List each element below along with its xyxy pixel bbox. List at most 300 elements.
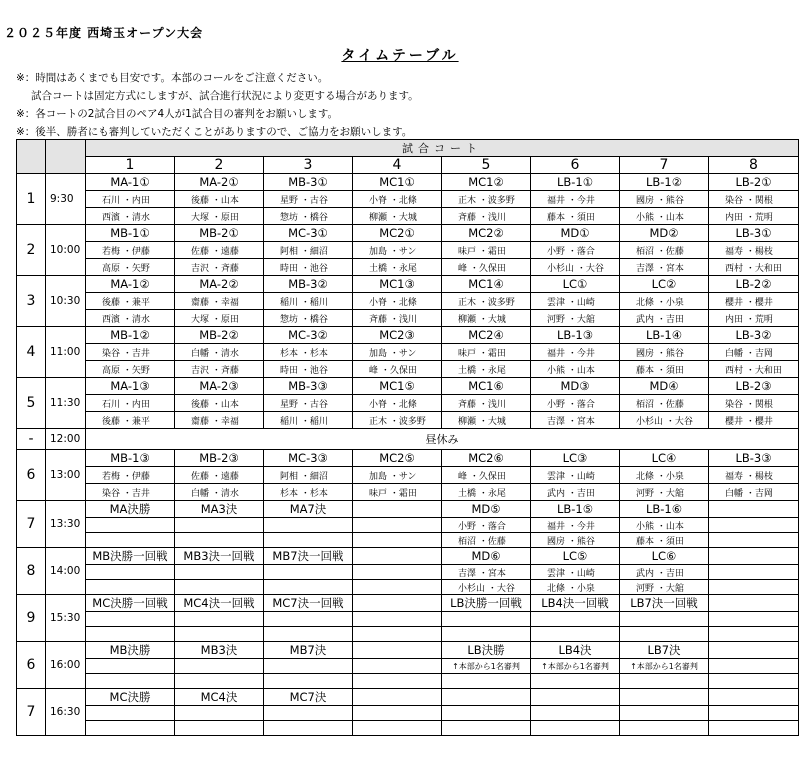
pair-b-cell: 小熊 ・山本 [531, 361, 620, 378]
match-cell: MD③ [531, 378, 620, 395]
match-cell: LB-3② [709, 327, 799, 344]
match-cell: LB-1② [620, 174, 709, 191]
pair-a-cell: 若梅 ・伊藤 [86, 467, 175, 484]
pair-b-cell [353, 674, 442, 689]
pair-b-cell: 杉本 ・杉本 [264, 484, 353, 501]
match-cell [620, 689, 709, 706]
match-cell: MB3決 [175, 642, 264, 659]
match-cell: MA-1② [86, 276, 175, 293]
match-cell [709, 595, 799, 612]
pair-a-cell: 後藤 ・山本 [175, 191, 264, 208]
match-cell: MA-2③ [175, 378, 264, 395]
pair-b-cell [264, 721, 353, 736]
pair-b-cell: 大塚 ・原田 [175, 208, 264, 225]
lunch-time: 12:00 [46, 429, 86, 450]
match-cell: MD④ [620, 378, 709, 395]
pair-a-cell: 國房 ・熊谷 [620, 191, 709, 208]
pair-b-cell [175, 533, 264, 548]
pair-b-cell: 西濱 ・清水 [86, 310, 175, 327]
pair-b-cell: 土橋 ・永尾 [442, 361, 531, 378]
pair-a-cell [620, 612, 709, 627]
pair-a-cell [175, 565, 264, 580]
event-title: ２０２５年度 西埼玉オープン大会 [4, 26, 204, 40]
pair-a-cell [353, 706, 442, 721]
round-time: 10:30 [46, 276, 86, 327]
pair-a-cell: 加島 ・サン [353, 467, 442, 484]
lunch-row [17, 429, 799, 450]
pair-a-cell [709, 659, 799, 674]
note-line: ※：時間はあくまでも目安です。本部のコールをご注意ください。 [16, 72, 329, 84]
page-title [0, 45, 800, 65]
match-cell: MB-1③ [86, 450, 175, 467]
pair-a-cell [86, 518, 175, 533]
match-cell: LB-1⑥ [620, 501, 709, 518]
match-cell: MB-2② [175, 327, 264, 344]
pair-b-cell: 内田 ・荒明 [709, 310, 799, 327]
pair-a-cell: 北條 ・小泉 [620, 293, 709, 310]
pair-row-a [17, 293, 799, 310]
match-cell: MD⑤ [442, 501, 531, 518]
pair-b-cell: 正木 ・波多野 [353, 412, 442, 429]
pair-b-cell: 藤本 ・須田 [620, 361, 709, 378]
court-header-7: 7 [620, 157, 709, 174]
pair-a-cell [442, 706, 531, 721]
note-line: ※：後半、勝者にも審判していただくことがありますので、ご協力をお願いします。 [16, 126, 413, 138]
pair-a-cell [353, 612, 442, 627]
match-cell: LB4決 [531, 642, 620, 659]
round-time: 11:00 [46, 327, 86, 378]
pair-b-cell: 栢沼 ・佐藤 [442, 533, 531, 548]
pair-b-cell [442, 627, 531, 642]
pair-a-cell: 福井 ・今井 [531, 518, 620, 533]
match-cell: MB3決一回戦 [175, 548, 264, 565]
pair-b-cell [353, 721, 442, 736]
timetable-body [17, 140, 799, 736]
round-row [17, 225, 799, 242]
pair-row-b [17, 412, 799, 429]
match-cell: MA7決 [264, 501, 353, 518]
pair-a-cell: 阿相 ・細沼 [264, 467, 353, 484]
match-cell: LB-2② [709, 276, 799, 293]
pair-b-cell [264, 533, 353, 548]
match-cell: MC-3② [264, 327, 353, 344]
pair-b-cell: 大塚 ・原田 [175, 310, 264, 327]
match-cell: MD⑥ [442, 548, 531, 565]
pair-row-b [17, 259, 799, 276]
pair-b-cell [709, 533, 799, 548]
pair-row-b [17, 580, 799, 595]
match-cell [709, 642, 799, 659]
match-cell: LC④ [620, 450, 709, 467]
pair-b-cell: 國房 ・熊谷 [531, 533, 620, 548]
pair-b-cell: 北條 ・小泉 [531, 580, 620, 595]
pair-b-cell: 土橋 ・永尾 [353, 259, 442, 276]
match-cell: MC1④ [442, 276, 531, 293]
pair-b-cell: 惣坊 ・橋谷 [264, 208, 353, 225]
pair-b-cell: 斉藤 ・浅川 [353, 310, 442, 327]
match-cell [353, 689, 442, 706]
court-header-6: 6 [531, 157, 620, 174]
pair-b-cell [175, 721, 264, 736]
match-cell [709, 501, 799, 518]
pair-b-cell: 西濱 ・清水 [86, 208, 175, 225]
pair-a-cell [86, 706, 175, 721]
match-cell: MC7決 [264, 689, 353, 706]
pair-a-cell: 星野 ・古谷 [264, 395, 353, 412]
match-cell [442, 689, 531, 706]
pair-a-cell: 雲津 ・山崎 [531, 565, 620, 580]
notes [16, 69, 419, 141]
match-cell [353, 642, 442, 659]
pair-b-cell: 河野 ・大舘 [620, 484, 709, 501]
pair-a-cell: 栢沼 ・佐藤 [620, 395, 709, 412]
match-cell: LB-3① [709, 225, 799, 242]
page-title-text: タイムテーブル [341, 48, 459, 64]
pair-b-cell: 吉沢 ・斉藤 [175, 259, 264, 276]
round-number: 7 [17, 501, 46, 548]
court-header-2: 2 [175, 157, 264, 174]
match-cell: MC-3③ [264, 450, 353, 467]
pair-a-cell [442, 612, 531, 627]
match-cell: MA決勝 [86, 501, 175, 518]
match-cell: MB-2③ [175, 450, 264, 467]
round-time: 16:30 [46, 689, 86, 736]
pair-a-cell: 小野 ・落合 [442, 518, 531, 533]
round-row [17, 174, 799, 191]
pair-a-cell [264, 565, 353, 580]
match-cell: MB決勝 [86, 642, 175, 659]
match-cell: LB7決 [620, 642, 709, 659]
pair-b-cell: 吉澤 ・宮本 [620, 259, 709, 276]
court-header-row [17, 157, 799, 174]
pair-a-cell: ↑本部から1名審判 [531, 659, 620, 674]
pair-a-cell: 福寿 ・楊枝 [709, 467, 799, 484]
match-cell: LB7決一回戦 [620, 595, 709, 612]
pair-b-cell: 武内 ・吉田 [620, 310, 709, 327]
pair-row-a [17, 659, 799, 674]
pair-b-cell: 高原 ・矢野 [86, 259, 175, 276]
pair-b-cell [86, 533, 175, 548]
match-cell: MB-3③ [264, 378, 353, 395]
pair-a-cell: 白幡 ・吉岡 [709, 344, 799, 361]
pair-b-cell: 小杉山 ・大谷 [442, 580, 531, 595]
pair-b-cell: 柳瀬 ・大城 [442, 412, 531, 429]
pair-a-cell [709, 565, 799, 580]
match-cell: MB-1① [86, 225, 175, 242]
pair-a-cell: 斉藤 ・浅川 [442, 395, 531, 412]
pair-b-cell [709, 580, 799, 595]
pair-b-cell [709, 674, 799, 689]
pair-b-cell [175, 580, 264, 595]
match-cell [353, 548, 442, 565]
pair-row-a [17, 467, 799, 484]
match-cell: MA-2① [175, 174, 264, 191]
pair-a-cell [175, 659, 264, 674]
lunch-number: - [17, 429, 46, 450]
pair-a-cell: 小脊 ・北條 [353, 191, 442, 208]
pair-b-cell: 稲川 ・稲川 [264, 412, 353, 429]
round-time: 13:00 [46, 450, 86, 501]
pair-b-cell [531, 674, 620, 689]
match-cell: MB-3② [264, 276, 353, 293]
pair-b-cell: 味戸 ・霜田 [353, 484, 442, 501]
pair-b-cell [531, 627, 620, 642]
pair-b-cell [442, 674, 531, 689]
match-cell: LB-3③ [709, 450, 799, 467]
pair-b-cell: 柳瀬 ・大城 [442, 310, 531, 327]
pair-b-cell [442, 721, 531, 736]
match-cell: MB7決一回戦 [264, 548, 353, 565]
match-cell [353, 501, 442, 518]
match-cell: MC2① [353, 225, 442, 242]
match-cell [353, 595, 442, 612]
pair-b-cell: 斉藤 ・浅川 [442, 208, 531, 225]
match-cell: MA-1③ [86, 378, 175, 395]
match-cell: LB決勝 [442, 642, 531, 659]
pair-b-cell: 内田 ・荒明 [709, 208, 799, 225]
match-cell: MB7決 [264, 642, 353, 659]
pair-b-cell [620, 627, 709, 642]
pair-b-cell: 武内 ・吉田 [531, 484, 620, 501]
pair-row-a [17, 191, 799, 208]
pair-b-cell [353, 533, 442, 548]
pair-a-cell: 福寿 ・楊枝 [709, 242, 799, 259]
pair-b-cell: 西村 ・大和田 [709, 259, 799, 276]
pair-b-cell: 吉澤 ・宮本 [531, 412, 620, 429]
round-row [17, 327, 799, 344]
round-time: 14:00 [46, 548, 86, 595]
pair-b-cell [531, 721, 620, 736]
pair-a-cell: 佐藤 ・遠藤 [175, 242, 264, 259]
pair-a-cell: 小脊 ・北條 [353, 395, 442, 412]
pair-a-cell: 染谷 ・関根 [709, 395, 799, 412]
round-time: 15:30 [46, 595, 86, 642]
pair-b-cell [620, 674, 709, 689]
match-cell: LB-1④ [620, 327, 709, 344]
pair-b-cell [86, 674, 175, 689]
pair-a-cell: 白幡 ・清水 [175, 344, 264, 361]
match-cell: LB4決一回戦 [531, 595, 620, 612]
round-time: 16:00 [46, 642, 86, 689]
pair-a-cell [86, 565, 175, 580]
pair-a-cell: 加島 ・サン [353, 242, 442, 259]
pair-a-cell: 星野 ・古谷 [264, 191, 353, 208]
pair-a-cell [353, 518, 442, 533]
pair-a-cell: 櫻井 ・櫻井 [709, 293, 799, 310]
match-cell: LC① [531, 276, 620, 293]
match-cell [709, 548, 799, 565]
pair-a-cell [86, 659, 175, 674]
pair-a-cell: 吉澤 ・宮本 [442, 565, 531, 580]
note-line: 試合コートは固定方式にしますが、試合進行状況により変更する場合があります。 [31, 90, 419, 102]
pair-b-cell: 藤本 ・須田 [620, 533, 709, 548]
pair-b-cell [620, 721, 709, 736]
match-cell: MC2⑥ [442, 450, 531, 467]
pair-b-cell: 染谷 ・吉井 [86, 484, 175, 501]
round-time: 9:30 [46, 174, 86, 225]
match-cell: MC7決一回戦 [264, 595, 353, 612]
round-number: 6 [17, 450, 46, 501]
court-header-1: 1 [86, 157, 175, 174]
pair-a-cell [353, 659, 442, 674]
pair-row-b [17, 310, 799, 327]
pair-row-a [17, 242, 799, 259]
match-cell: MB-1② [86, 327, 175, 344]
pair-a-cell [620, 706, 709, 721]
match-cell: LC⑥ [620, 548, 709, 565]
match-cell: MC1② [442, 174, 531, 191]
pair-b-cell: 小杉山 ・大谷 [620, 412, 709, 429]
match-cell: MC4決 [175, 689, 264, 706]
pair-a-cell [175, 518, 264, 533]
match-cell: LC③ [531, 450, 620, 467]
pair-a-cell: 福井 ・今井 [531, 191, 620, 208]
pair-a-cell [353, 565, 442, 580]
pair-b-cell: 河野 ・大舘 [620, 580, 709, 595]
pair-b-cell [709, 721, 799, 736]
match-cell: MC1⑥ [442, 378, 531, 395]
pair-b-cell: 櫻井 ・櫻井 [709, 412, 799, 429]
pair-a-cell: 佐藤 ・遠藤 [175, 467, 264, 484]
pair-a-cell: 北條 ・小泉 [620, 467, 709, 484]
round-number: 8 [17, 548, 46, 595]
pair-b-cell [353, 580, 442, 595]
pair-b-cell: 齋藤 ・幸福 [175, 412, 264, 429]
round-number: 1 [17, 174, 46, 225]
pair-a-cell: 石川 ・内田 [86, 191, 175, 208]
pair-a-cell: 栢沼 ・佐藤 [620, 242, 709, 259]
round-row [17, 378, 799, 395]
pair-row-a [17, 612, 799, 627]
match-cell: MC4決一回戦 [175, 595, 264, 612]
match-cell: MC2③ [353, 327, 442, 344]
match-cell: MC2② [442, 225, 531, 242]
match-cell: MD① [531, 225, 620, 242]
match-cell [531, 689, 620, 706]
court-group-header: 試合コート [86, 140, 799, 157]
round-number: 5 [17, 378, 46, 429]
pair-b-cell: 藤本 ・須田 [531, 208, 620, 225]
pair-b-cell [353, 627, 442, 642]
round-row [17, 689, 799, 706]
match-cell: MC1① [353, 174, 442, 191]
pair-a-cell: 味戸 ・霜田 [442, 344, 531, 361]
pair-a-cell: 福井 ・今井 [531, 344, 620, 361]
pair-a-cell: 石川 ・内田 [86, 395, 175, 412]
pair-b-cell: 高原 ・矢野 [86, 361, 175, 378]
pair-a-cell: 正木 ・波多野 [442, 293, 531, 310]
pair-a-cell [86, 612, 175, 627]
pair-row-b [17, 674, 799, 689]
pair-b-cell [264, 674, 353, 689]
timetable [16, 139, 799, 736]
pair-b-cell: 時田 ・池谷 [264, 259, 353, 276]
court-header-5: 5 [442, 157, 531, 174]
match-cell: MB-2① [175, 225, 264, 242]
pair-a-cell [264, 612, 353, 627]
match-cell: MA3決 [175, 501, 264, 518]
pair-a-cell: 若梅 ・伊藤 [86, 242, 175, 259]
pair-b-cell: 峰 ・久保田 [353, 361, 442, 378]
pair-b-cell: 土橋 ・永尾 [442, 484, 531, 501]
pair-a-cell [531, 612, 620, 627]
pair-b-cell [86, 627, 175, 642]
match-cell: LB決勝一回戦 [442, 595, 531, 612]
pair-b-cell: 惣坊 ・橋谷 [264, 310, 353, 327]
pair-a-cell: 杉本 ・杉本 [264, 344, 353, 361]
match-cell: LC⑤ [531, 548, 620, 565]
pair-a-cell: 峰 ・久保田 [442, 467, 531, 484]
pair-a-cell [709, 706, 799, 721]
pair-a-cell: 後藤 ・兼平 [86, 293, 175, 310]
round-row [17, 595, 799, 612]
match-cell: MA-2② [175, 276, 264, 293]
round-number: 4 [17, 327, 46, 378]
round-row [17, 642, 799, 659]
pair-b-cell [86, 580, 175, 595]
note-line: ※：各コートの2試合目のペア4人が1試合目の審判をお願いします。 [16, 108, 338, 120]
round-row [17, 501, 799, 518]
court-header-4: 4 [353, 157, 442, 174]
pair-a-cell: 染谷 ・関根 [709, 191, 799, 208]
match-cell: MC-3① [264, 225, 353, 242]
match-cell: MD② [620, 225, 709, 242]
pair-a-cell: ↑本部から1名審判 [620, 659, 709, 674]
round-number: 7 [17, 689, 46, 736]
pair-b-cell: 小杉山 ・大谷 [531, 259, 620, 276]
pair-row-a [17, 518, 799, 533]
header-corner-round [17, 140, 46, 174]
pair-row-b [17, 208, 799, 225]
lunch-label: 昼休み [86, 429, 799, 450]
pair-a-cell: 稲川 ・稲川 [264, 293, 353, 310]
pair-row-b [17, 627, 799, 642]
match-cell: MB決勝一回戦 [86, 548, 175, 565]
pair-row-b [17, 533, 799, 548]
round-row [17, 548, 799, 565]
pair-a-cell: 阿相 ・細沼 [264, 242, 353, 259]
pair-b-cell: 吉沢 ・斉藤 [175, 361, 264, 378]
pair-a-cell [709, 518, 799, 533]
pair-a-cell: 小野 ・落合 [531, 242, 620, 259]
round-number: 6 [17, 642, 46, 689]
pair-a-cell [264, 659, 353, 674]
pair-b-cell [264, 627, 353, 642]
pair-a-cell [264, 518, 353, 533]
pair-b-cell: 柳瀬 ・大城 [353, 208, 442, 225]
pair-a-cell: 正木 ・波多野 [442, 191, 531, 208]
pair-b-cell: 西村 ・大和田 [709, 361, 799, 378]
pair-b-cell [264, 580, 353, 595]
match-cell: LB-1① [531, 174, 620, 191]
round-row [17, 276, 799, 293]
round-number: 9 [17, 595, 46, 642]
pair-a-cell: 小脊 ・北條 [353, 293, 442, 310]
match-cell: MA-1① [86, 174, 175, 191]
pair-b-cell [86, 721, 175, 736]
pair-b-cell: 白幡 ・吉岡 [709, 484, 799, 501]
pair-a-cell: 齋藤 ・幸福 [175, 293, 264, 310]
match-cell: MC2④ [442, 327, 531, 344]
pair-a-cell: 國房 ・熊谷 [620, 344, 709, 361]
pair-a-cell: 後藤 ・山本 [175, 395, 264, 412]
header-corner-time [46, 140, 86, 174]
match-cell [709, 689, 799, 706]
pair-a-cell: 染谷 ・吉井 [86, 344, 175, 361]
pair-a-cell [531, 706, 620, 721]
pair-row-a [17, 565, 799, 580]
pair-b-cell: 峰 ・久保田 [442, 259, 531, 276]
